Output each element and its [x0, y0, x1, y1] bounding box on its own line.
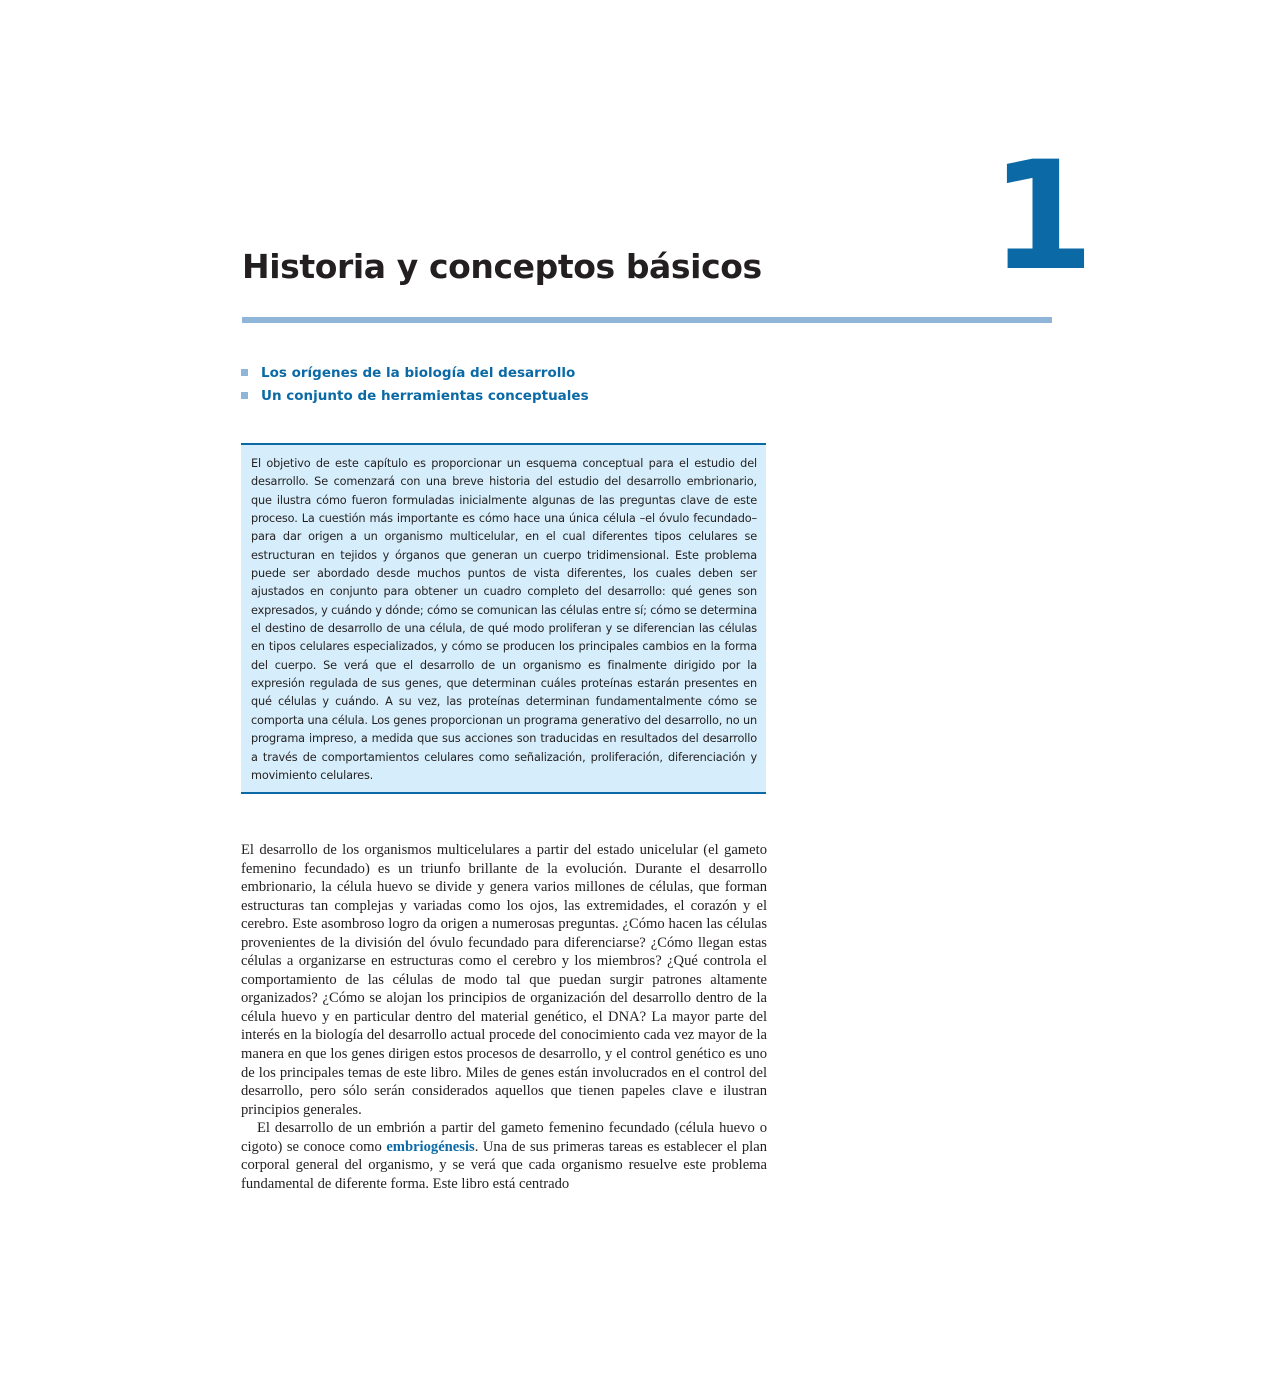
chapter-number: 1	[990, 130, 1095, 304]
summary-box	[241, 443, 766, 794]
title-rule	[242, 317, 1052, 323]
body-paragraph-text: . Una de sus primeras tareas es establecer el plan corporal general del organismo, y se verá que cada organismo resuelve este problema fundamental de diferente forma. Este libro está centrado	[241, 1138, 767, 1192]
outline-item	[241, 362, 589, 385]
summary-text: El objetivo de este capítulo es proporcionar un esquema conceptual para el estudio del desarrollo. Se comenzará con una breve historia del estudio del desarrollo embrionario, que ilustra cómo fueron formuladas inicialmente algunas de las preguntas clave de este proceso. La cuestión más importante es cómo hace una única célula –el óvulo fecundado– para dar origen a un organismo multicelular, en el cual diferentes tipos celulares se estructuran en tejidos y órganos que generan un cuerpo tridimensional. Este problema puede ser abordado desde muchos puntos de vista diferentes, los cuales deben ser ajustados en conjunto para obtener un cuadro completo del desarrollo: qué genes son expresados, y cuándo y dónde; cómo se comunican las células entre sí; cómo se determina el destino de desarrollo de una célula, de qué modo proliferan y se diferencian las células en tipos celulares especializados, y cómo se producen los principales cambios en la forma del cuerpo. Se verá que el desarrollo de un organismo es finalmente dirigido por la expresión regulada de sus genes, que determinan cuáles proteínas estarán presentes en qué células y cuándo. A su vez, las proteínas determinan fundamentalmente cómo se comporta una célula. Los genes proporcionan un programa generativo del desarrollo, no un programa impreso, a medida que sus acciones son traducidas en resultados del desarrollo a través de comportamientos celulares como señalización, proliferación, diferenciación y movimiento celulares.	[251, 457, 757, 782]
body-paragraph: El desarrollo de los organismos multicelulares a partir del estado unicelular (el gameto femenino fecundado) es un triunfo brillante de la evolución. Durante el desarrollo embrionario, la célula huevo se divide y genera varios millones de células, que forman estructuras tan complejas y variadas como los ojos, las extremidades, el corazón y el cerebro. Este asombroso logro da origen a numerosas preguntas. ¿Cómo hacen las células provenientes de la división del óvulo fecundado para diferenciarse? ¿Cómo llegan estas células a organizarse en estructuras como el cerebro y los miembros? ¿Qué controla el comportamiento de las células de modo tal que puedan surgir patrones altamente organizados? ¿Cómo se alojan los principios de organización del desarrollo dentro de la célula huevo y en particular dentro del material genético, el DNA? La mayor parte del interés en la biología del desarrollo actual procede del conocimiento cada vez mayor de la manera en que los genes dirigen estos procesos de desarrollo, y el control genético es uno de los principales temas de este libro. Miles de genes están involucrados en el control del desarrollo, pero sólo serán considerados aquellos que tienen papeles clave e ilustran principios generales.	[241, 842, 767, 1118]
chapter-title: Historia y conceptos básicos	[242, 247, 762, 286]
outline-item-label: Los orígenes de la biología del desarrollo	[261, 365, 576, 381]
outline-item	[241, 385, 589, 408]
chapter-outline	[241, 362, 589, 408]
body-paragraph-text: El desarrollo de un embrión a partir del gameto femenino fecundado (célula huevo o cigoto) se conoce como	[241, 1120, 767, 1155]
square-bullet-icon	[241, 392, 248, 399]
body-text	[241, 841, 767, 1193]
key-term: embriogénesis	[386, 1138, 475, 1155]
outline-item-label: Un conjunto de herramientas conceptuales	[261, 388, 589, 404]
body-paragraph	[241, 1119, 767, 1193]
square-bullet-icon	[241, 369, 248, 376]
